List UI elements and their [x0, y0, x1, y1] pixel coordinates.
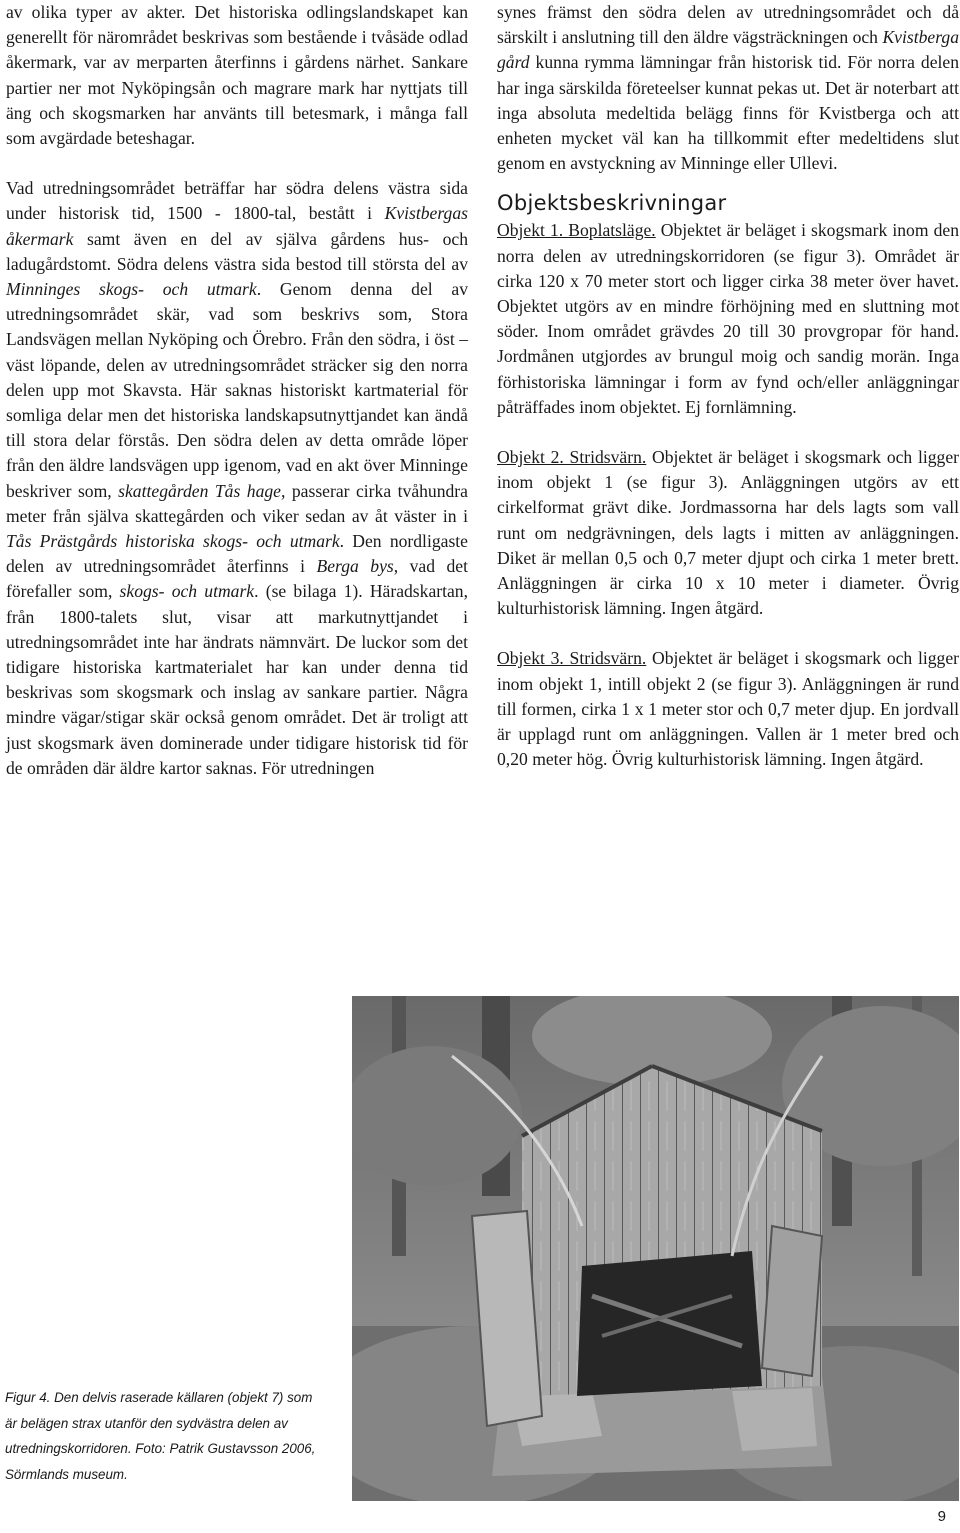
paragraph: synes främst den södra delen av utredningsområdet och då särskilt i anslutning till den äldre vägsträckningen och Kvistberga gård kunna rymma lämningar från historisk tid. För norra delen har inga särskilda företeelser kunnat pekas ut. Det är noterbart att inga absoluta medeltida belägg finns för Kvistberga och att enheten mycket väl kan ha tillkommit efter medeltidens slut genom en avstyckning av Minninge eller Ullevi.: [497, 2, 959, 174]
page-number: 9: [937, 1508, 946, 1525]
object-3-description: Objekt 3. Stridsvärn. Objektet är beläget i skogsmark och ligger inom objekt 1, intill objekt 2 (se figur 3). Anläggningen är rund till formen, cirka 1 x 1 meter stor och 0,7 meter djup. En jordvall är upplagd runt om anläggningen. Vallen är 1 meter bred och 0,20 meter hög. Övrig kulturhistorisk lämning. Ingen åtgärd.: [497, 648, 959, 770]
right-column: [497, 0, 959, 772]
object-2-description: Objekt 2. Stridsvärn. Objektet är beläget i skogsmark och ligger inom objekt 1 (se figur 3). Anläggningen utgörs av ett cirkelformat grävt dike. Jordmassorna har dels lagts som vall runt om nedgrävningen, dels lagts i mitten av anläggningen. Diket är mellan 0,5 och 0,7 meter djupt och cirka 1 meter brett. Anläggningen är cirka 10 x 10 meter i diameter. Övrig kulturhistorisk lämning. Ingen åtgärd.: [497, 447, 959, 619]
object-label: Objekt 3. Stridsvärn.: [497, 648, 647, 669]
object-label: Objekt 2. Stridsvärn.: [497, 447, 647, 468]
object-1-description: Objekt 1. Boplatsläge. Objektet är beläget i skogsmark inom den norra delen av utredningskorridoren (se figur 3). Området är cirka 120 x 70 meter stort och ligger cirka 38 meter över havet. Objektet utgörs av en mindre förhöjning med en sluttning mot söder. Inom området grävdes 20 till 30 provgropar för hand. Jordmånen utgjordes av brungul moig och sandig morän. Inga förhistoriska lämningar i form av fynd och/eller anläggningar påträffades inom objektet. Ej fornlämning.: [497, 220, 959, 417]
section-heading: Objektsbeskrivningar: [497, 191, 727, 216]
paragraph: Vad utredningsområdet beträffar har södra delens västra sida under historisk tid, 1500 - 1800-tal, bestått i Kvistbergas åkermark samt även en del av själva gårdens hus- och ladugårdstomt. Södra delens västra sida bestod till största del av Minninges skogs- och utmark. Genom denna del av utredningsområdet skär, vad som beskrivs som, Stora Landsvägen mellan Nyköping och Örebro. Från den södra, i öst – väst löpande, delen av utredningsområdet sträcker sig den norra delen upp mot Skavsta. Här saknas historiskt kartmaterial för somliga delar men det historiska landskapsutnyttjandet kan ändå till stora delar förstås. Den södra delen av detta område löper från den äldre landsvägen upp igenom, vad en akt över Minninge beskriver som, skattegården Tås hage, passerar cirka tvåhundra meter från själva skattegården och viker sedan av åt väster in i Tås Prästgårds historiska skogs- och utmark. Den nordligaste delen av utredningsområdet återfinns i Berga bys, vad det förefaller som, skogs- och utmark. (se bilaga 1). Häradskartan, från 1800-talets slut, visar att markutnyttjandet i utredningsområdet inte har ändrats nämnvärt. De luckor som det tidigare historiska kartmaterialet har kan under denna tid beskrivas som skogsmark och inslag av sankare partier. Några mindre vägar/stigar skär också genom området. Det är troligt att just skogsmark även dominerade under tidigare historisk tid för de områden där äldre kartor saknas. För utredningen: [6, 178, 469, 778]
figure-caption: Figur 4. Den delvis raserade källaren (objekt 7) som är belägen strax utanför den sydvästra delen av utredningskorridoren. Foto: Patrik Gustavsson 2006, Sörmlands museum.: [5, 1390, 316, 1482]
paragraph: av olika typer av akter. Det historiska odlingslandskapet kan generellt för närområdet beskrivas som bestående i tvåsäde odlad åkermark, var av merparten återfinns i gårdens närhet. Sankare partier ner mot Nyköpingsån och magrare mark har nyttjats till äng och skogsmarken har använts till betesmark, i många fall som avgärdade beteshagar.: [6, 2, 468, 149]
left-column: [6, 0, 468, 781]
photo-collapsed-cellar: [352, 996, 959, 1501]
object-label: Objekt 1. Boplatsläge.: [497, 220, 656, 241]
